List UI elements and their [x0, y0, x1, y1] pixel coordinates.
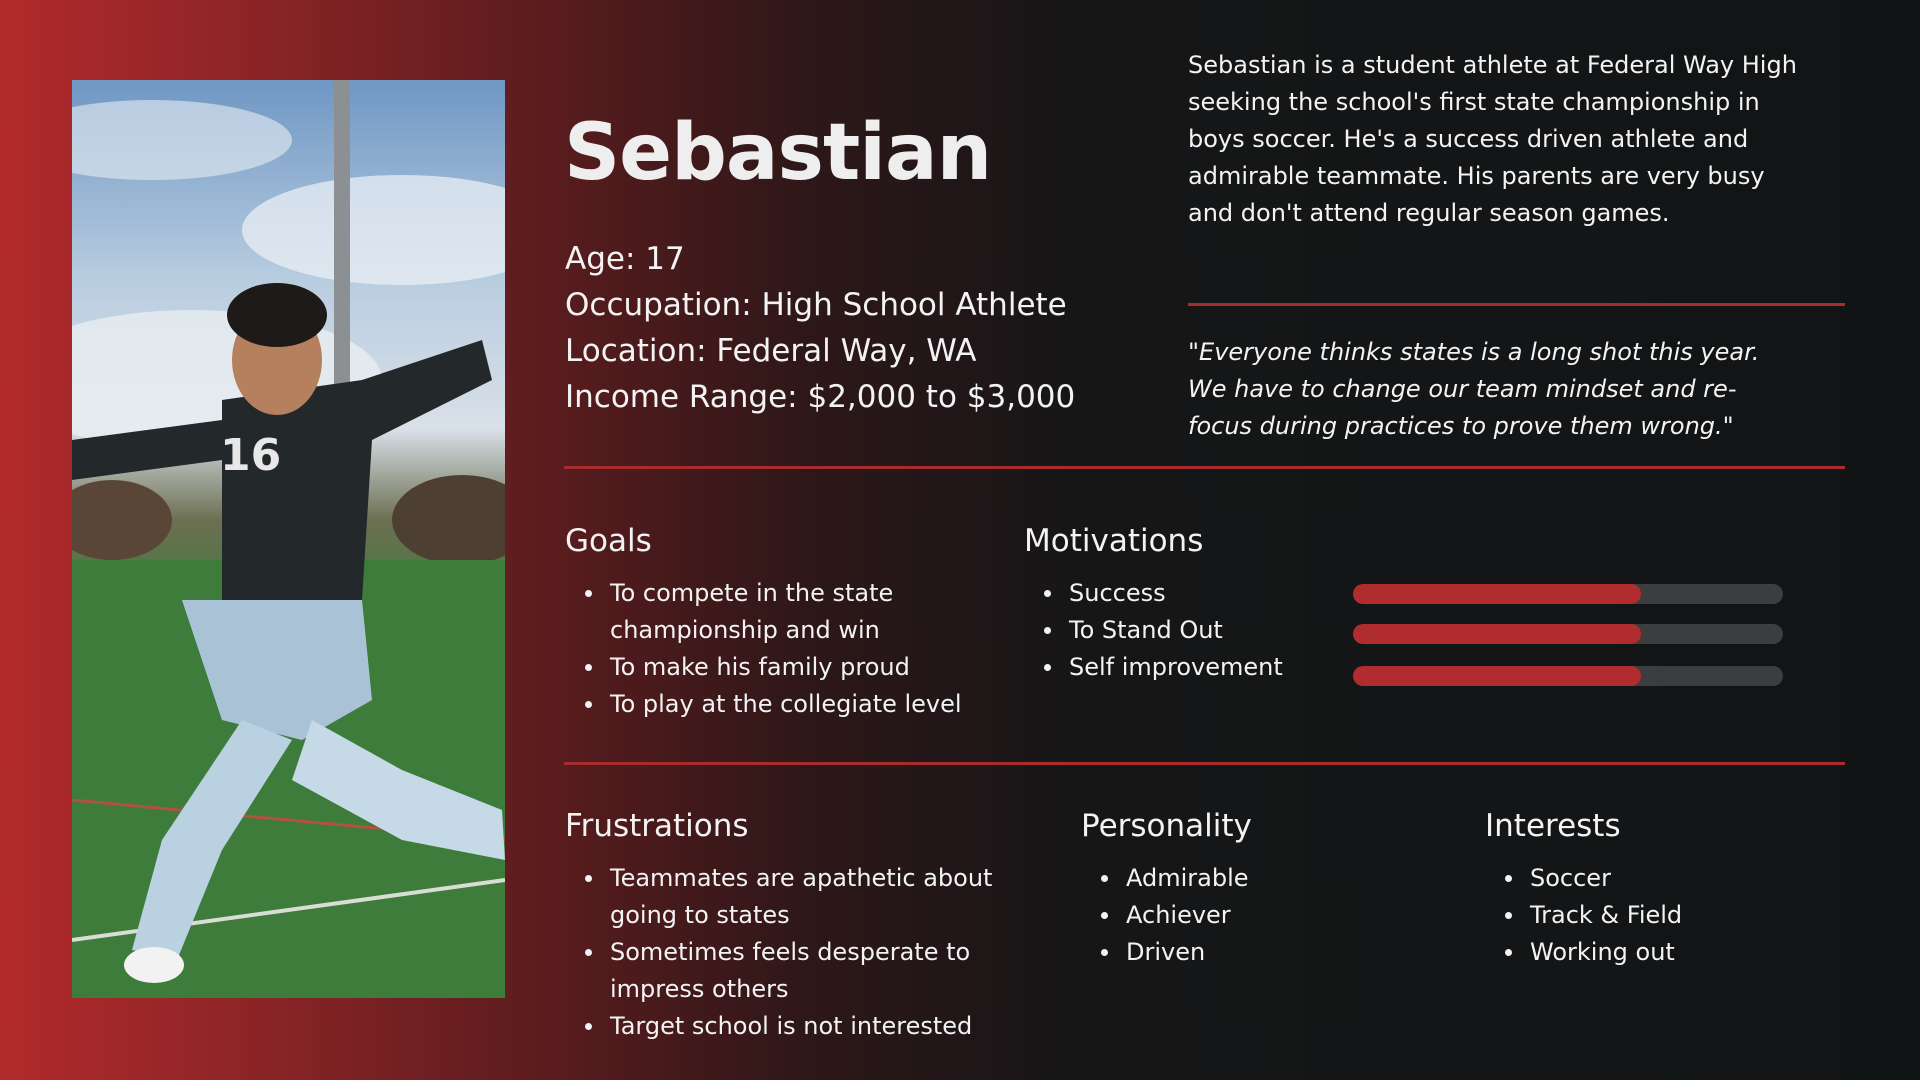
- persona-facts: [565, 236, 1075, 420]
- list-item: Driven: [1081, 934, 1381, 971]
- list-item: Sometimes feels desperate to impress others: [565, 934, 1005, 1008]
- personality-heading: Personality: [1081, 808, 1252, 844]
- bar-fill: [1353, 584, 1641, 604]
- motivations-heading: Motivations: [1024, 523, 1204, 559]
- bar-fill: [1353, 624, 1641, 644]
- frustrations-heading: Frustrations: [565, 808, 749, 844]
- location-text: Location: Federal Way, WA: [565, 333, 977, 369]
- motivation-bar-self-improvement: [1353, 666, 1783, 686]
- athlete-photo: [72, 80, 505, 998]
- list-item: Teammates are apathetic about going to states: [565, 860, 1005, 934]
- list-item: Track & Field: [1485, 897, 1805, 934]
- list-item: Achiever: [1081, 897, 1381, 934]
- occupation-text: Occupation: High School Athlete: [565, 287, 1067, 323]
- soccer-player-illustration: [72, 80, 505, 998]
- goals-list: [565, 575, 985, 723]
- list-item: To make his family proud: [565, 649, 985, 686]
- goals-heading: Goals: [565, 523, 652, 559]
- list-item: Admirable: [1081, 860, 1381, 897]
- list-item: To Stand Out: [1024, 612, 1324, 649]
- list-item: Self improvement: [1024, 649, 1324, 686]
- list-item: Soccer: [1485, 860, 1805, 897]
- personality-list: [1081, 860, 1381, 971]
- motivation-bar-stand-out: [1353, 624, 1783, 644]
- persona-bio: Sebastian is a student athlete at Federal Way High seeking the school's first state championship in boys soccer. He's a success driven athlete and admirable teammate. His parents are very busy and don't attend regular season games.: [1188, 51, 1797, 227]
- motivation-bar-success: [1353, 584, 1783, 604]
- divider-line: [564, 466, 1845, 469]
- list-item: To play at the collegiate level: [565, 686, 985, 723]
- list-item: Target school is not interested: [565, 1008, 1005, 1045]
- motivations-list: [1024, 575, 1324, 686]
- list-item: To compete in the state championship and win: [565, 575, 985, 649]
- jersey-number: 16: [220, 430, 282, 481]
- divider-line: [564, 762, 1845, 765]
- interests-list: [1485, 860, 1805, 971]
- list-item: Success: [1024, 575, 1324, 612]
- interests-heading: Interests: [1485, 808, 1621, 844]
- persona-quote: "Everyone thinks states is a long shot this year. We have to change our team mindset and re-focus during practices to prove them wrong.": [1188, 338, 1760, 440]
- persona-name: Sebastian: [564, 108, 992, 198]
- divider-line: [1188, 303, 1845, 306]
- frustrations-list: [565, 860, 1005, 1045]
- age-text: Age: 17: [565, 241, 685, 277]
- list-item: Working out: [1485, 934, 1805, 971]
- income-text: Income Range: $2,000 to $3,000: [565, 379, 1076, 415]
- bar-fill: [1353, 666, 1641, 686]
